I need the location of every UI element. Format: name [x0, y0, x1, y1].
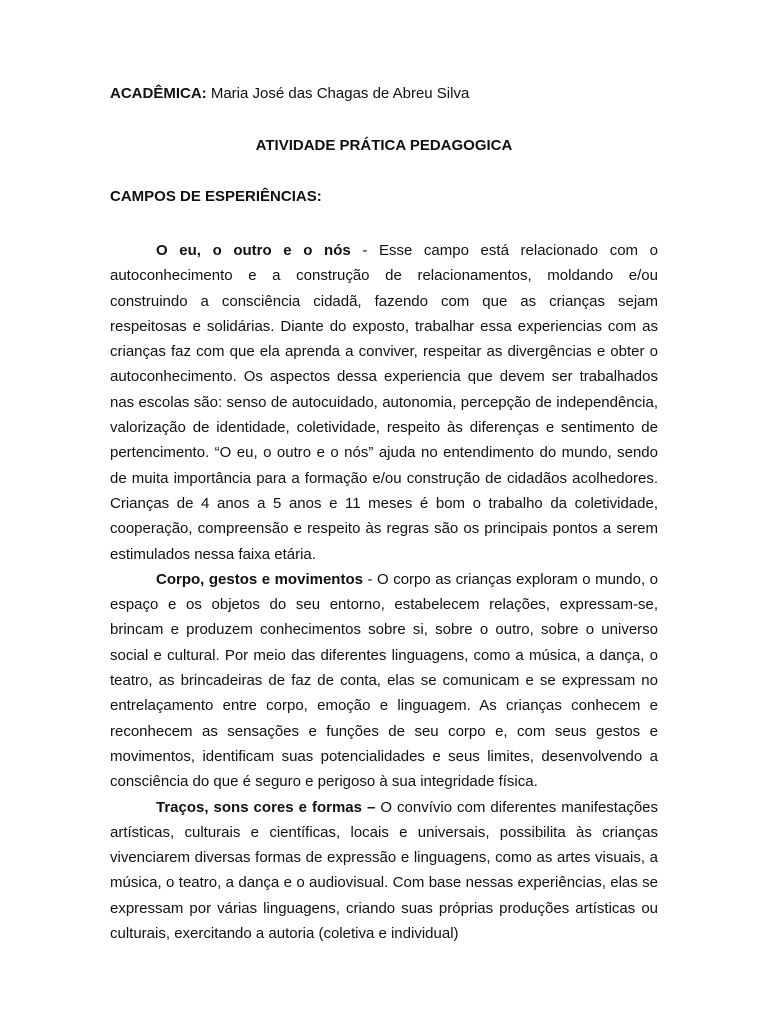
author-label: ACADÊMICA:	[110, 85, 207, 102]
paragraph-tracos-sons	[110, 795, 658, 947]
document-title: ATIVIDADE PRÁTICA PEDAGOGICA	[255, 137, 513, 154]
section-heading: CAMPOS DE ESPERIÊNCIAS:	[110, 188, 322, 205]
paragraph-text: - O corpo as crianças exploram o mundo, o espaço e os objetos do seu entorno, estabelecem relações, expressam-se, brincam e produzem conhecimentos sobre si, sobre o outro, sobre o universo social e cultural. Por meio das diferentes linguagens, como a música, a dança, o teatro, as brincadeiras de faz de conta, elas se comunicam e se expressam no entrelaçamento entre corpo, emoção e linguagem. As crianças conhecem e reconhecem as sensações e funções de seu corpo e, com seus gestos e movimentos, identificam suas potencialidades e seus limites, desenvolvendo a consciência do que é seguro e perigoso à sua integridade física.	[110, 570, 658, 791]
author-line	[110, 84, 658, 104]
paragraph-o-eu-o-outro	[110, 238, 658, 567]
paragraph-text: - Esse campo está relacionado com o autoconhecimento e a construção de relacionamentos, moldando e/ou construindo a consciência cidadã, fazendo com que as crianças sejam respeitosas e solidárias. Diante do exposto, trabalhar essa experiencias com as crianças faz com que ela aprenda a conviver, respeitar as divergências e obter o autoconhecimento. Os aspectos dessa experiencia que devem ser trabalhados nas escolas são: senso de autocuidado, autonomia, percepção de independência, valorização de identidade, coletividade, respeito às diferenças e sentimento de pertencimento. “O eu, o outro e o nós” ajuda no entendimento do mundo, sendo de muita importância para a formação e/ou construção de cidadãos acolhedores. Crianças de 4 anos a 5 anos e 11 meses é bom o trabalho da coletividade, cooperação, compreensão e respeito às regras são os principais pontos a serem estimulados nessa faixa etária.	[110, 242, 659, 563]
author-name: Maria José das Chagas de Abreu Silva	[206, 85, 470, 102]
paragraph-text: O convívio com diferentes manifestações artísticas, culturais e científicas, locais e universais, possibilita às crianças vivenciarem diversas formas de expressão e linguagens, como as artes visuais, a música, o teatro, a dança e o audiovisual. Com base nessas experiências, elas se expressam por várias linguagens, criando suas próprias produções artísticas ou culturais, exercitando a autoria (coletiva e individual)	[110, 798, 658, 943]
paragraph-term: Corpo, gestos e movimentos	[156, 570, 363, 588]
paragraph-corpo-gestos	[110, 567, 658, 795]
paragraph-term: Traços, sons cores e formas –	[156, 798, 376, 816]
paragraph-term: O eu, o outro e o nós	[156, 242, 351, 259]
